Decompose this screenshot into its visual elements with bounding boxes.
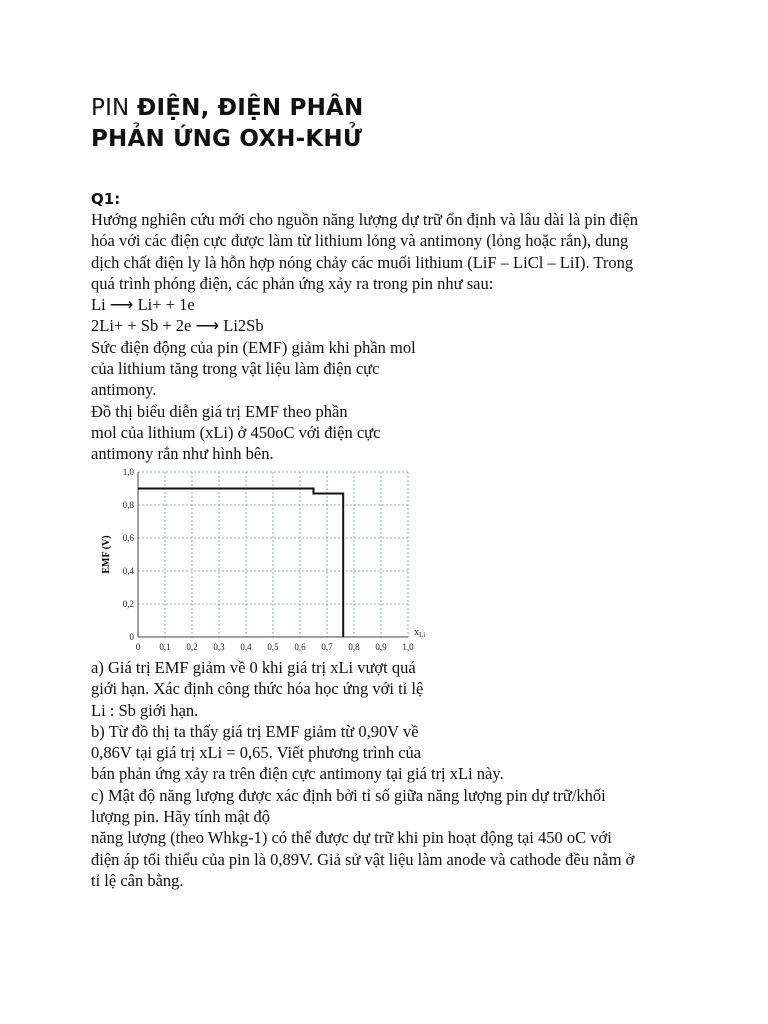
y-tick-label: 0 xyxy=(129,632,134,642)
question-line: c) Mật độ năng lượng được xác định bởi tỉ số giữa năng lượng pin dự trữ/khối xyxy=(91,785,606,805)
question-line: a) Giá trị EMF giảm về 0 khi giá trị xLi vượt quá xyxy=(91,658,416,677)
page-title xyxy=(91,93,363,155)
y-tick-label: 1,0 xyxy=(122,467,134,477)
x-tick-label: 0,1 xyxy=(159,642,171,652)
x-tick-label: 0,4 xyxy=(240,642,252,652)
x-tick-label: 0,2 xyxy=(186,642,198,652)
question-line: bán phản ứng xảy ra trên điện cực antimony tại giá trị xLi này. xyxy=(91,764,504,784)
intro-line: của lithium tăng trong vật liệu làm điện cực xyxy=(91,359,380,379)
y-tick-label: 0,6 xyxy=(122,533,134,543)
question-line: tỉ lệ cân bằng. xyxy=(91,870,184,890)
question-line: năng lượng (theo Whkg-1) có thể được dự trữ khi pin hoạt động tại 450 oC với xyxy=(91,828,612,848)
x-tick-label: 0,6 xyxy=(294,642,306,652)
title-bold-1: ĐIỆN, ĐIỆN PHÂN xyxy=(136,95,364,121)
y-axis-label: EMF (V) xyxy=(101,535,112,574)
intro-line: Sức điện động của pin (EMF) giảm khi phần mol xyxy=(91,337,416,357)
question-line: b) Từ đồ thị ta thấy giá trị EMF giảm từ 0,90V về xyxy=(91,721,419,741)
intro-line: antimony rắn như hình bên. xyxy=(91,444,274,464)
title-line-2 xyxy=(91,124,363,155)
intro-line: hóa với các điện cực được làm từ lithium lỏng và antimony (lỏng hoặc rắn), dung xyxy=(91,231,629,251)
question-line: 0,86V tại giá trị xLi = 0,65. Viết phương trình của xyxy=(91,743,422,763)
x-tick-label: 0,3 xyxy=(213,642,225,652)
x-tick-label: 0,7 xyxy=(321,642,333,652)
x-axis-label-sub: Li xyxy=(419,631,426,639)
intro-line: Li ⟶ Li+ + 1e xyxy=(91,295,195,315)
question-line: điện áp tối thiểu của pin là 0,89V. Giả sử vật liệu làm anode và cathode đều nằm ở xyxy=(91,849,635,869)
intro-line: quá trình phóng điện, các phản ứng xảy ra trong pin như sau: xyxy=(91,273,494,293)
intro-line: Hướng nghiên cứu mới cho nguồn năng lượng dự trữ ổn định và lâu dài là pin điện xyxy=(91,210,639,229)
question-line: giới hạn. Xác định công thức hóa học ứng với tỉ lệ xyxy=(91,679,424,699)
x-tick-label: 1,0 xyxy=(402,642,414,652)
x-tick-label: 0 xyxy=(135,642,141,652)
question-label: Q1: xyxy=(91,190,121,208)
x-axis-label-main: x xyxy=(414,627,419,638)
title-line-1 xyxy=(91,93,363,124)
y-tick-label: 0,8 xyxy=(122,500,134,510)
x-tick-label: 0,5 xyxy=(267,642,279,652)
intro-line: dịch chất điện ly là hỗn hợp nóng chảy các muối lithium (LiF – LiCl – LiI). Trong xyxy=(91,252,634,272)
x-axis-label xyxy=(414,627,425,639)
title-prefix: PIN xyxy=(91,95,137,121)
y-tick-label: 0,2 xyxy=(122,599,134,609)
emf-chart xyxy=(95,462,435,652)
y-tick-label: 0,4 xyxy=(122,566,134,576)
x-tick-label: 0,9 xyxy=(375,642,387,652)
title-bold-2: PHẢN ỨNG OXH-KHỬ xyxy=(91,126,363,152)
question-line: Li : Sb giới hạn. xyxy=(91,700,199,720)
emf-series-line xyxy=(138,489,343,638)
question-line: lượng pin. Hãy tính mật độ xyxy=(91,807,270,827)
questions-paragraph xyxy=(91,657,634,891)
intro-line: Đồ thị biểu diễn giá trị EMF theo phần xyxy=(91,401,348,421)
intro-paragraph xyxy=(91,209,638,465)
intro-line: antimony. xyxy=(91,380,157,400)
intro-line: 2Li+ + Sb + 2e ⟶ Li2Sb xyxy=(91,316,264,336)
x-tick-label: 0,8 xyxy=(348,642,360,652)
intro-line: mol của lithium (xLi) ở 450oC với điện cực xyxy=(91,422,381,442)
